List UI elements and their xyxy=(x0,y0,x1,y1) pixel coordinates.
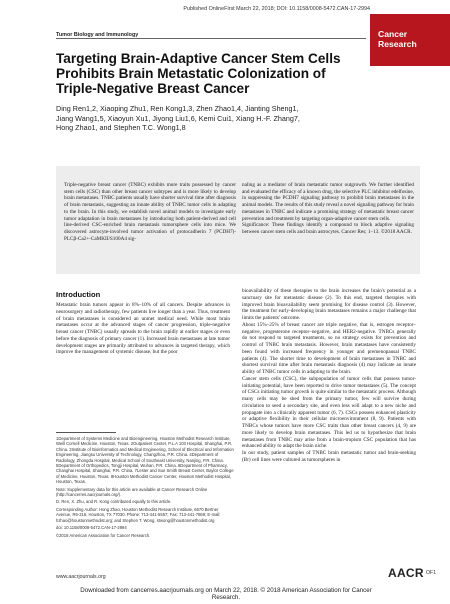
abstract-paragraph: Triple-negative breast cancer (TNBC) exhibits more traits possessed by cancer stem cells (CSC) than other breast cancer subtypes and is more likely to develop brain metastases. TNBC patients usually have shorter survival time after diagnosis of brain metastasis, suggesting an innate ability of TNBC tumor cells in adapting to the brain. In this study, we establish novel animal models to investigate early tumor adaptation in brain metastases by introducing both patient-derived and cell line-derived CSC-enriched brain metastasis tumorsphere cells into mice. We discovered astrocyte-involved tumor activation of protocadherin 7 (PCDH7)-PLCβ-Ca2+-CaMKII/S100A4 sig- xyxy=(64,182,236,242)
title-line: Prohibits Brain Metastatic Colonization of xyxy=(56,65,326,81)
introduction-heading: Introduction xyxy=(56,290,101,299)
intro-right-column xyxy=(242,288,416,464)
intro-paragraph: About 15%–25% of breast cancer are triple negative, that is, estrogen receptor–negative, progesterone receptor–negative, and HER2-negative. TNBCs generally do not respond to targeted treatments, so no strategy exists for prevention and control of TNBC brain metastasis. However, brain metastases have consistently been found with increased frequency in younger and premenopausal TNBC patients (4). The shorter time to development of brain metastases in TNBC and shortest survival time after brain metastasis diagnosis (4) may indicate an innate ability of TNBC tumor cells in adapting to the brain. xyxy=(242,321,416,375)
abstract-right-column xyxy=(242,182,414,236)
footnote-rule xyxy=(56,432,116,433)
intro-paragraph: bioavailability of these therapies to the brain increases the brain's potential as a sanctuary site for metastatic disease (2). To this end, targeted therapies with improved brain bioavailability seem promising for disease control (3). However, the treatment for early-developing brain metastases remains a major challenge that limits the patients' outcome. xyxy=(242,288,416,321)
intro-paragraph: Metastatic brain tumors appear in 8%–10% of all cancers. Despite advances in neurosurgery and radiotherapy, few patients live longer than a year. Thus, treatment of brain metastases is considered an unmet medical need. While most brain metastases occur at the advanced stages of cancer progression, triple-negative breast cancer (TNBC) usually spreads to the brain rapidly at earlier stages or even before the diagnosis of primary cancer (1). Increased brain metastases at late tumor development stages are primarily attributed to advances in targeted therapy, which improve the management of systemic disease, but the poor xyxy=(56,302,230,356)
article-title xyxy=(56,52,386,96)
supplementary-note: Note: Supplementary data for this article are available at Cancer Research Online (http://cancerres.aacrjournals.org/). xyxy=(56,486,208,498)
author-line: Hong Zhao1, and Stephen T.C. Wong1,8 xyxy=(56,123,186,133)
header-rule xyxy=(56,38,366,39)
download-notice xyxy=(56,588,396,602)
journal-website: www.aacrjournals.org xyxy=(56,574,106,580)
author-list xyxy=(56,104,396,133)
published-online-line: Published OnlineFirst March 22, 2018; DOI: 10.1158/0008-5472.CAN-17-2994 xyxy=(183,6,370,12)
title-line: Triple-Negative Breast Cancer xyxy=(56,80,250,96)
abstract-paragraph: naling as a mediator of brain metastatic tumor outgrowth. We further identified and evaluated the efficacy of a known drug, the selective PLC inhibitor edelfosine, in suppressing the PCDH7 signaling pathway to prohibit brain metastases in the animal models. The results of this study reveal a novel signaling pathway for brain metastases in TNBC and indicate a promising strategy of metastatic breast cancer prevention and treatment by targeting organ-adaptive cancer stem cells. xyxy=(242,182,414,222)
author-line: Ding Ren1,2, Xiaoping Zhu1, Ren Kong1,3, Zhen Zhao1,4, Jianting Sheng1, xyxy=(56,104,299,113)
aacr-logo: AACR xyxy=(388,566,424,580)
copyright-note: ©2018 American Association for Cancer Research. xyxy=(56,532,151,538)
journal-name-line2: Research xyxy=(378,39,417,49)
title-line: Targeting Brain-Adaptive Cancer Stem Cells xyxy=(56,51,341,66)
footnotes xyxy=(56,436,234,540)
download-line: Research. xyxy=(211,593,241,601)
abstract-left-column xyxy=(64,182,236,242)
intro-paragraph: Cancer stem cells (CSC), the subpopulation of tumor cells that possess tumor-initiating potential, have been reported to drive tumor metastases (5). The concept of CSCs initiating tumor growth is quite similar to the metastatic process. Although many cells may be shed from the primary tumor, few will survive during circulation to seed a secondary site, and even less will adapt to a new niche and propagate into a clinically apparent tumor (6, 7). CSCs possess enhanced plasticity or adaptive flexibility in their cellular microenvironment (8, 9). Patients with TNBCs whose tumors have more CSC traits than other breast cancers (4, 9) are more likely to develop brain metastases. This led us to hypothesize that brain metastases from TNBC may arise from a brain-tropism CSC population that has enhanced ability to adapt the brain niche. xyxy=(242,375,416,450)
corresponding-author-note: Corresponding Author: Hong Zhao, Houston Methodist Research Institute, 6670 Bertner Avenue, R6-216, Houston, TX 77030. Phone: 713-441-5557; Fax: 713-441-7869; E-mail: hzhao@houstonmethodist.org; and Stephen T. Wong, stwong@houstonmethodist.org xyxy=(56,506,221,523)
page-code: OF1 xyxy=(426,570,437,576)
download-line: Downloaded from cancerres.aacrjournals.org on March 22, 2018. © 2018 American Association for Cancer xyxy=(80,587,372,594)
doi-note: doi: 10.1158/0008-5472.CAN-17-2994 xyxy=(56,525,127,531)
affiliations-footnote: 1Department of Systems Medicine and Bioengineering, Houston Methodist Research Institute, Weill Cornell Medicine, Houston, Texas. 2Outpatient Center, P.L.A 103 Hospital, Shanghai, P.R. China. 3Institute of Bioinformatics and Medical Engineering, School of Electrical and Information Engineering, Jiangsu University of Technology, Changzhou, P.R. China. 4Department of Radiology, Zhongda Hospital, Medical School of Southeast University, Nanjing, P.R. China. 5Department of Orthopedics, Tongji Hospital, Wuhan, P.R. China. 6Department of Pharmacy, Changhai Hospital, Shanghai, P.R. China. 7Lester and Sue Smith Breast Center, Baylor College of Medicine, Houston, Texas. 8Houston Methodist Cancer Center, Houston Methodist Hospital, Houston, Texas. xyxy=(56,436,234,485)
significance-paragraph: Significance: These findings identify a compound to block adaptive signaling between cancer stem cells and brain astrocytes. Cancer Res; 1–13. ©2018 AACR. xyxy=(242,222,414,235)
equal-contribution-note: D. Ren, X. Zhu, and R. Kong contributed equally to this article. xyxy=(56,499,172,505)
section-label: Tumor Biology and Immunology xyxy=(56,32,139,38)
journal-name-line1: Cancer xyxy=(378,29,408,39)
author-line: Jiang Wang1,5, Xiaoyun Xu1, Jiyong Liu1,6, Kemi Cui1, Xiang H.-F. Zhang7, xyxy=(56,113,300,123)
intro-paragraph: In our study, patient samples of TNBC brain metastatic tumor and brain-seeking (Br) cell lines were cultured as tumorspheres in xyxy=(242,450,416,463)
intro-left-column xyxy=(56,302,230,356)
